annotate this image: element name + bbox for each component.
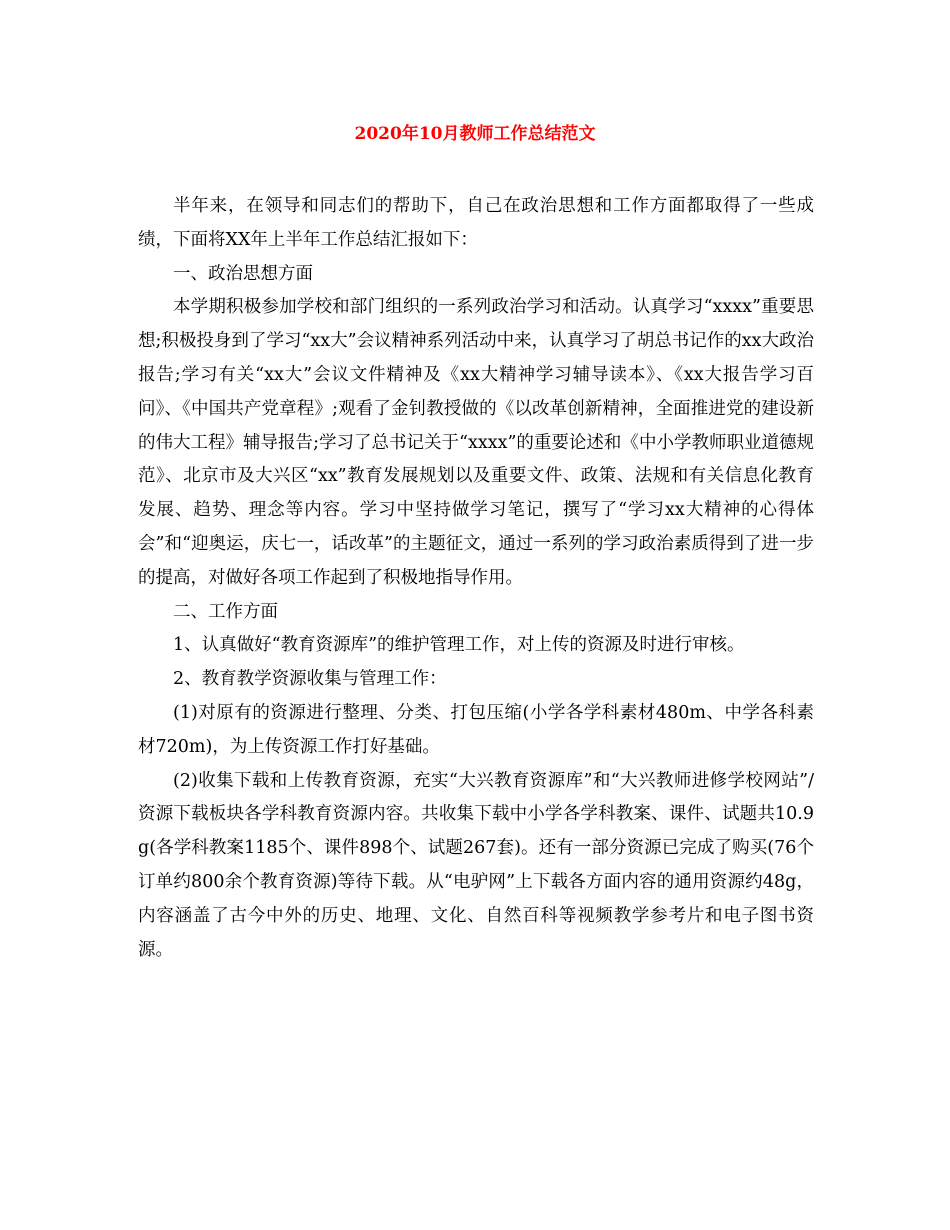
document-title: 2020年10月教师工作总结范文 — [354, 124, 596, 144]
paragraph-work-subitem-2: (2)收集下载和上传教育资源，充实“大兴教育资源库”和“大兴教师进修学校网站”/资源下载板块各学科教育资源内容。共收集下载中小学各学科教案、课件、试题共10.9g(各学科教案1185个、课件898个、试题267套)。还有一部分资源已完成了购买(76个订单约800余个教育资源)等待下载。从“电驴网”上下载各方面内容的通用资源约48g，内容涵盖了古今中外的历史、地理、文化、自然百科等视频教学参考片和电子图书资源。 — [138, 770, 814, 960]
heading-work: 二、工作方面 — [173, 601, 278, 622]
document-body — [138, 190, 814, 967]
paragraph-work-subitem-1: (1)对原有的资源进行整理、分类、打包压缩(小学各学科素材480m、中学各科素材720m)，为上传资源工作打好基础。 — [138, 702, 814, 757]
paragraph-intro: 半年来，在领导和同志们的帮助下，自己在政治思想和工作方面都取得了一些成绩，下面将XX年上半年工作总结汇报如下： — [138, 196, 814, 250]
heading-political-thought: 一、政治思想方面 — [173, 263, 313, 284]
paragraph-work-item-1: 1、认真做好“教育资源库”的维护管理工作，对上传的资源及时进行审核。 — [173, 635, 745, 656]
paragraph-work-item-2: 2、教育教学资源收集与管理工作： — [173, 669, 447, 690]
paragraph-political-study: 本学期积极参加学校和部门组织的一系列政治学习和活动。认真学习“xxxx”重要思想;积极投身到了学习“xx大”会议精神系列活动中来，认真学习了胡总书记作的xx大政治报告;学习有关“xx大”会议文件精神及《xx大精神学习辅导读本》、《xx大报告学习百问》、《中国共产党章程》;观看了金钊教授做的《以改革创新精神，全面推进党的建设新的伟大工程》辅导报告;学习了总书记关于“xxxx”的重要论述和《中小学教师职业道德规范》、北京市及大兴区“xx”教育发展规划以及重要文件、政策、法规和有关信息化教育发展、趋势、理念等内容。学习中坚持做学习笔记，撰写了“学习xx大精神的心得体会”和“迎奥运，庆七一，话改革”的主题征文，通过一系列的学习政治素质得到了进一步的提高，对做好各项工作起到了积极地指导作用。 — [138, 297, 814, 588]
